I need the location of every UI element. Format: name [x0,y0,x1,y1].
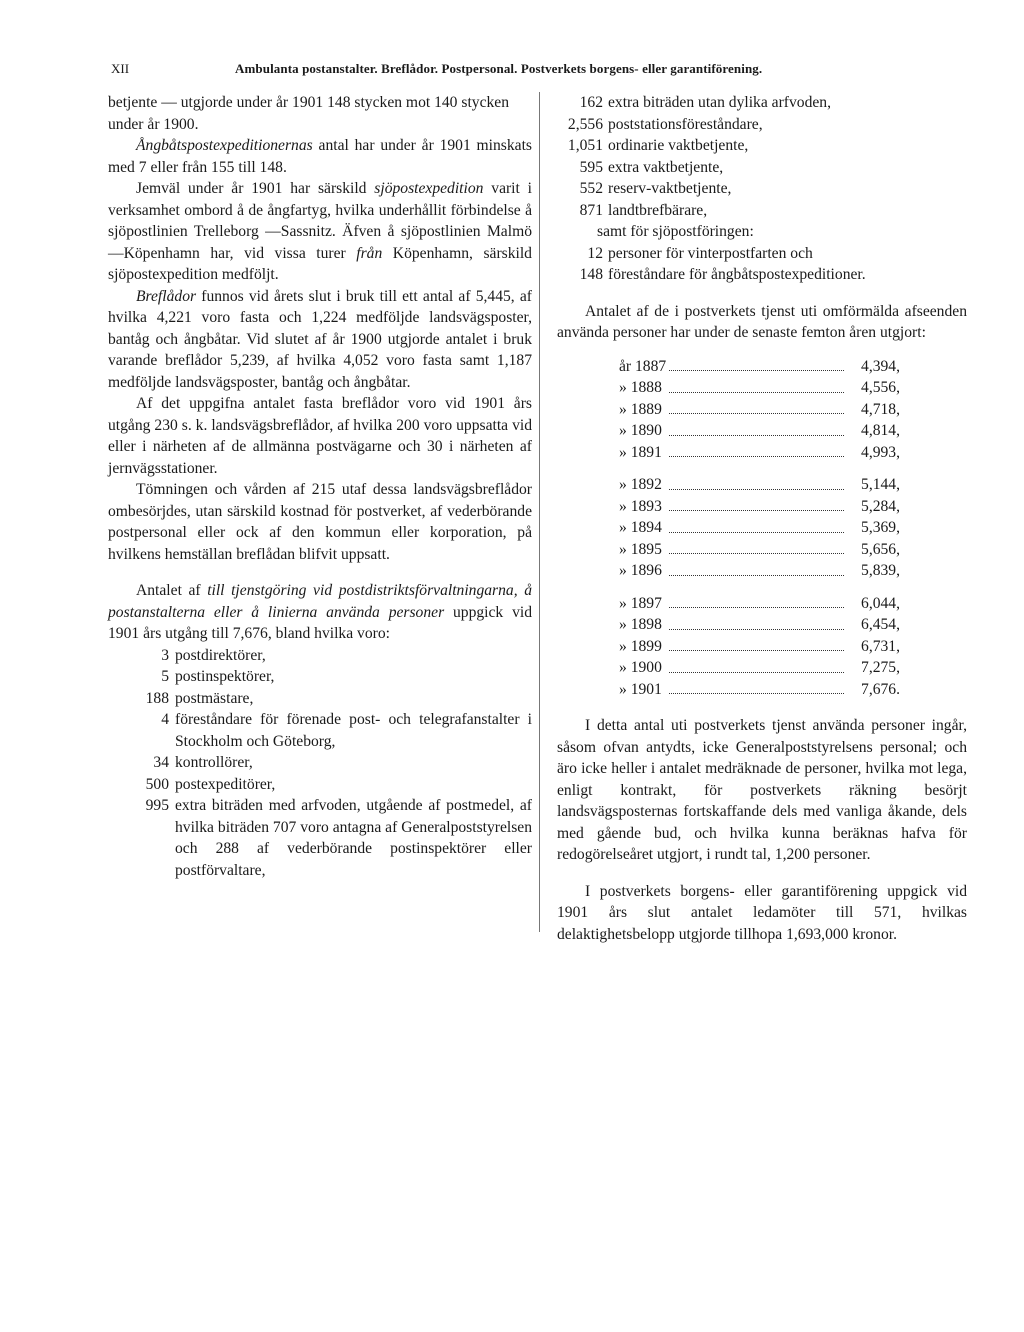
paragraph-personal: Antalet af till tjenstgöring vid postdistriktsförvaltningarna, å postanstalterna eller å linierna använda personer uppgick vid 1901 års utgång till 7,676, bland hvilka voro: [108,582,532,642]
list-item: 3 postdirektörer, [161,646,266,664]
column-divider [539,92,540,932]
paragraph-guarantee-association: I postverkets borgens- eller garantiförening uppgick vid 1901 års slut antalet ledamöter till 571, hvilkas delaktighetsbelopp utgjorde tillhopa 1,693,000 kronor. [557,882,967,943]
list-item: 162 extra biträden utan dylika arfvoden, [579,94,831,111]
sea-post-list [557,243,967,286]
list-item: 552 reserv-vaktbetjente, [579,180,732,197]
list-item: 148 föreståndare för ångbåtspostexpeditioner. [579,266,866,283]
paragraph-angbatspost: Ångbåtspostexpeditionernas antal har under år 1901 minskats med 7 eller från 155 till 148. [108,137,532,176]
list-item: 12 personer för vinterpostfarten och [587,244,813,262]
list-item: 188 postmästare, [145,689,254,707]
year-row: » 1893 5,284, [619,497,900,515]
year-row: » 1892 5,144, [619,476,900,493]
year-row: » 1894 5,369, [619,519,900,536]
list-item: 34 kontrollörer, [153,754,253,771]
page-number: XII [111,61,130,76]
paragraph-sjopost: Jemväl under år 1901 har särskild sjöpostexpedition varit i verksamhet ombord å de ångfartyg, hvilka underhållit förbindelse å sjöpostlinien Trelleborg —Sassnitz. Äfven å sjöpostlinien Malmö—Köpenhamn har, vid vissa turer från Köpenhamn, särskild sjöpostexpedition medföljt. [108,180,532,283]
staff-by-year-table [557,356,967,701]
year-row: år 1887 4,394, [619,357,900,375]
year-row: » 1898 6,454, [619,616,900,633]
year-row: » 1891 4,993, [619,443,900,461]
year-row: » 1888 4,556, [619,379,900,396]
list-item: 500 postexpeditörer, [145,775,276,793]
list-item: 595 extra vaktbetjente, [579,158,724,176]
paragraph-staff-note: I detta antal uti postverkets tjenst använda personer ingår, såsom ofvan antydts, icke Generalpoststyrelsens personal; och äro icke heller i antalet medräknade de personer, hvilka mot lega, enligt kontrakt, för postverkets räkning besörjt landsvägsposternas fortskaffande dels med vanliga åkande, dels med gående bud, och hvilka kunna beräknas hafva för redogörelseåret utgjort, i rundt tal, 1,200 personer. [557,717,967,863]
paragraph-betjente: betjente — utgjorde under år 1901 148 stycken mot 140 stycken under år 1900. [108,94,510,133]
staff-list-left [108,645,532,882]
left-column [108,92,532,881]
paragraph-total-staff: Antalet af de i postverkets tjenst uti omförmälda afseenden använda personer har under de senaste femton åren utgjort: [557,302,967,341]
staff-list-right [557,92,967,221]
right-column [557,92,967,945]
year-row: » 1890 4,814, [619,422,900,439]
term-sjopostexpedition: sjöpostexpedition [374,180,484,197]
list-item: 995 extra biträden med arfvoden, utgående af postmedel, af hvilka biträden 707 voro antagna af Generalpoststyrelsen och 288 af vederbörande postinspektörer eller postförvaltare, [145,797,532,879]
year-row: » 1896 5,839, [619,562,900,579]
sea-post-heading: samt för sjöpostföringen: [597,223,754,240]
term-breflador: Breflådor [136,287,197,305]
year-row: » 1899 6,731, [619,637,900,655]
term-personal: till tjenstgöring vid postdistriktsförvaltningarna, å postanstalterna eller å linierna använda personer [108,582,532,621]
running-header [108,61,918,81]
year-row: » 1889 4,718, [619,400,900,418]
list-item: 5 postinspektörer, [161,668,275,685]
list-item: 4 föreståndare för förenade post- och telegrafanstalter i Stockholm och Göteborg, [161,711,532,750]
list-item: 1,051 ordinarie vaktbetjente, [567,137,749,154]
header-title: Ambulanta postanstalter. Breflådor. Postpersonal. Postverkets borgens- eller garantiförening. [235,61,763,76]
year-row: » 1900 7,275, [619,659,900,676]
year-row: » 1901 7,676. [619,680,900,698]
year-row: » 1897 6,044, [619,594,900,612]
paragraph-breflador: Breflådor funnos vid årets slut i bruk till ett antal af 5,445, af hvilka 4,221 voro fasta och 1,224 medföljde landsvägsposter, bantåg och ångbåtar. Vid slutet af år 1900 utgjorde antalet i bruk varande breflådor 5,239, af hvilka 4,052 voro fasta samt 1,187 medföljde landsvägsposter, bantåg och ångbåtar. [108,287,532,391]
list-item: 2,556 poststationsföreståndare, [567,115,763,133]
paragraph-landsvags: Af det uppgifna antalet fasta breflådor voro vid 1901 års utgång 230 s. k. landsvägsbreflådor, af hvilka 200 voro uppsatta vid eller i närheten af de allmänna postvägarne och 30 i närheten af jernvägsstationer. [108,395,532,477]
term-angbatspostexpeditionernas: Ångbåtspostexpeditionernas [136,137,313,154]
paragraph-tomning: Tömningen och vården af 215 utaf dessa landsvägsbreflådor ombesörjdes, utan särskild kostnad för postverket, af vederbörande postpersonal eller ock af den kommun eller korporation, på hvilkens hemställan breflådan blifvit uppsatt. [108,481,532,563]
term-fran: från [356,244,383,262]
year-row: » 1895 5,656, [619,540,900,558]
list-item: 871 landtbrefbärare, [579,201,708,219]
